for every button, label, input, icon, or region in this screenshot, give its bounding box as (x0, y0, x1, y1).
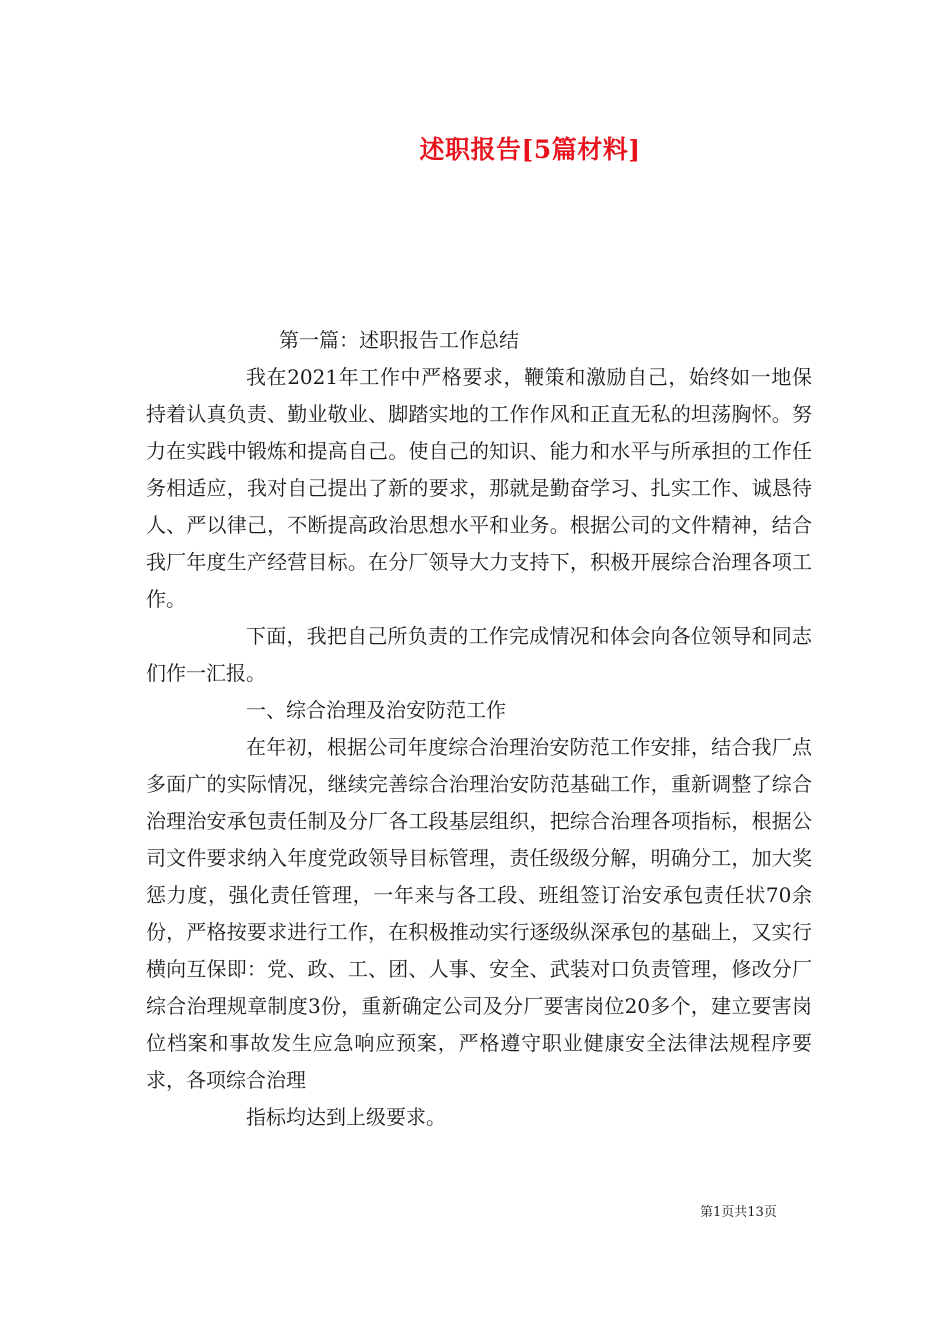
sub-heading: 一、综合治理及治安防范工作 (246, 698, 506, 722)
paragraph-4: 指标均达到上级要求。 (246, 1105, 446, 1129)
document-body (146, 322, 812, 1136)
paragraph-2: 下面，我把自己所负责的工作完成情况和体会向各位领导和同志们作一汇报。 (146, 624, 812, 685)
page-number: 第1页共13页 (700, 1205, 777, 1220)
document-title: 述职报告[5篇材料] (419, 135, 641, 164)
section-heading: 第一篇：述职报告工作总结 (279, 328, 519, 352)
paragraph-1: 我在2021年工作中严格要求，鞭策和激励自己，始终如一地保持着认真负责、勤业敬业、脚踏实地的工作作风和正直无私的坦荡胸怀。努力在实践中锻炼和提高自己。使自己的知识、能力和水平与所承担的工作任务相适应，我对自己提出了新的要求，那就是勤奋学习、扎实工作、诚恳待人、严以律己，不断提高政治思想水平和业务。根据公司的文件精神，结合我厂年度生产经营目标。在分厂领导大力支持下，积极开展综合治理各项工作。 (146, 365, 812, 611)
paragraph-3: 在年初，根据公司年度综合治理治安防范工作安排，结合我厂点多面广的实际情况，继续完善综合治理治安防范基础工作，重新调整了综合治理治安承包责任制及分厂各工段基层组织，把综合治理各项指标，根据公司文件要求纳入年度党政领导目标管理，责任级级分解，明确分工，加大奖惩力度，强化责任管理，一年来与各工段、班组签订治安承包责任状70余份，严格按要求进行工作，在积极推动实行逐级纵深承包的基础上，又实行横向互保即：党、政、工、团、人事、安全、武装对口负责管理，修改分厂综合治理规章制度3份，重新确定公司及分厂要害岗位20多个，建立要害岗位档案和事故发生应急响应预案，严格遵守职业健康安全法律法规程序要求，各项综合治理 (146, 735, 812, 1092)
